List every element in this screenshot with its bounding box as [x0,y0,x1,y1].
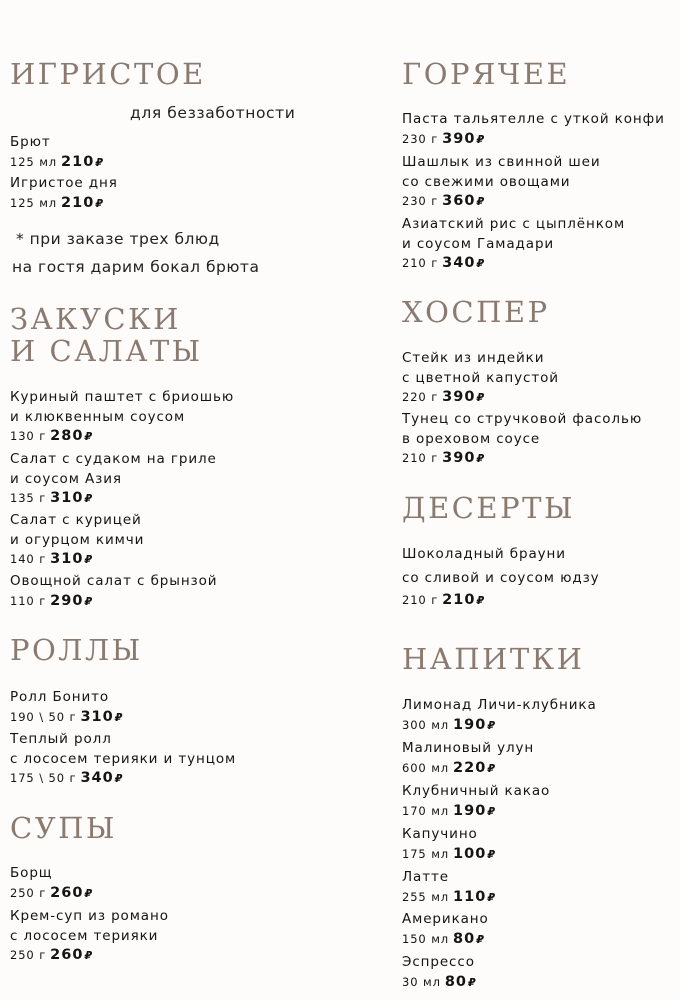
menu-item [10,730,340,789]
item-portion: 210 г [402,256,439,270]
item-portion: 135 г [10,491,47,505]
item-price: 100 [453,845,487,862]
item-portion: 190 \ 50 г [10,709,77,724]
item-portion: 175 мл [402,846,450,861]
currency-symbol: ₽ [114,710,124,724]
item-meta [10,194,340,214]
currency-symbol: ₽ [84,492,93,505]
item-portion: 210 г [402,451,439,465]
menu-item [402,410,677,469]
item-name-line-2: со свежими овощами [402,173,571,190]
item-portion: 210 г [402,593,439,607]
item-name: Лимонад Личи-клубника [402,697,597,713]
item-price: 190 [453,716,487,733]
item-meta [402,930,677,950]
menu-item [402,349,677,408]
item-price: 340 [442,255,476,271]
item-meta [10,884,340,904]
item-price: 310 [50,490,84,506]
item-name: Паста тальятелле с уткой конфи [402,111,665,127]
item-portion: 170 мл [402,803,450,818]
item-portion: 110 г [10,593,47,608]
item-name: Американо [402,911,489,927]
currency-symbol: ₽ [84,886,93,900]
section-title-desserts: ДЕСЕРТЫ [402,491,575,525]
item-price: 210 [442,592,476,608]
item-meta [10,427,340,447]
item-name: Брют [10,134,51,150]
item-meta [402,192,677,212]
item-price: 210 [61,153,95,170]
item-meta [402,254,677,274]
item-name: Салат с судаком на гриле [10,451,217,467]
currency-symbol: ₽ [95,155,104,169]
item-name-line-2: и клюквенным соусом [10,408,186,425]
item-name: Игристое дня [10,175,118,191]
item-name-line-2: с лососем терияки и тунцом [10,750,237,767]
section-title-snacks-line-1: ЗАКУСКИ [10,302,181,336]
item-meta [10,708,340,728]
menu-item [402,910,677,949]
item-name: Теплый ролл [10,731,112,747]
item-price: 310 [80,708,114,725]
currency-symbol: ₽ [84,594,93,608]
item-portion: 125 мл [10,154,58,169]
item-name: Ролл Бонито [10,689,110,705]
menu-item [402,739,677,778]
item-portion: 175 \ 50 г [10,771,77,785]
menu-item [402,868,677,907]
menu-item [10,388,340,447]
item-meta [402,888,677,908]
currency-symbol: ₽ [476,452,485,465]
currency-symbol: ₽ [487,804,496,818]
item-name: Клубничный какао [402,783,551,799]
currency-symbol: ₽ [468,975,477,989]
menu-item [402,782,677,821]
currency-symbol: ₽ [476,594,485,607]
menu-item [402,825,677,864]
currency-symbol: ₽ [487,890,496,904]
item-price: 260 [50,947,84,963]
item-name: Стейк из индейки [402,350,545,366]
currency-symbol: ₽ [476,932,485,946]
item-portion: 600 мл [402,760,450,775]
item-name-line-2: и соусом Азия [10,470,122,487]
item-portion: 150 мл [402,931,450,946]
item-portion: 130 г [10,429,47,443]
item-price: 310 [50,551,84,567]
section-title-soups: СУПЫ [10,811,117,845]
item-price: 390 [442,450,476,466]
item-price: 110 [453,888,487,905]
currency-symbol: ₽ [487,847,496,861]
item-portion: 30 мл [402,974,441,989]
item-meta [10,489,340,509]
item-meta [10,592,340,612]
item-name-line-2: со сливой и соусом юдзу [402,569,600,586]
menu-item [402,110,677,149]
item-portion: 300 мл [402,717,450,732]
item-portion: 250 г [10,885,47,900]
item-price: 210 [61,194,95,211]
item-price: 390 [442,130,476,147]
item-meta [402,973,677,993]
item-meta [10,550,340,570]
item-price: 360 [442,193,476,209]
item-meta [402,845,677,865]
currency-symbol: ₽ [95,196,104,210]
item-name: Крем-суп из романо [10,908,169,924]
item-name: Азиатский рис с цыплёнком [402,216,626,232]
currency-symbol: ₽ [84,430,93,443]
item-name-line-2: с лососем терияки [10,927,159,944]
item-price: 390 [442,389,476,405]
currency-symbol: ₽ [476,257,485,270]
menu-item [402,953,677,992]
currency-symbol: ₽ [476,391,485,404]
section-title-josper: ХОСПЕР [402,295,550,329]
item-price: 280 [50,428,84,444]
currency-symbol: ₽ [84,553,93,566]
promo-note-line-2: на гостя дарим бокал брюта [12,258,260,276]
item-name: Тунец со стручковой фасолью [402,411,643,427]
menu-item [10,688,340,727]
menu-item [402,696,677,735]
menu-item [10,174,340,213]
item-price: 80 [453,930,476,947]
item-portion: 230 г [402,131,439,146]
section-subtitle-sparkling: для беззаботности [130,104,296,122]
item-meta [402,449,677,469]
menu-item [402,215,677,274]
menu-item [10,450,340,509]
item-price: 190 [453,802,487,819]
item-portion: 230 г [402,194,439,208]
item-portion: 250 г [10,948,47,962]
item-name: Шашлык из свинной шеи [402,154,601,170]
currency-symbol: ₽ [487,718,496,732]
item-portion: 220 г [402,390,439,404]
item-price: 340 [80,770,114,786]
item-portion: 255 мл [402,889,450,904]
item-name: Куриный паштет с бриошью [10,389,235,405]
item-name: Овощной салат с брынзой [10,573,218,589]
item-name-line-2: и соусом Гамадари [402,235,555,252]
item-price: 290 [50,592,84,609]
section-title-rolls: РОЛЛЫ [10,633,143,667]
menu-item [10,572,340,611]
item-name: Капучино [402,826,478,842]
currency-symbol: ₽ [114,772,124,785]
item-name: Салат с курицей [10,512,142,528]
item-price: 80 [444,973,468,990]
section-title-hot: ГОРЯЧЕЕ [402,57,571,91]
item-price: 260 [50,884,84,901]
menu-item [10,133,340,172]
item-meta [402,388,677,408]
section-title-drinks: НАПИТКИ [402,642,585,676]
item-portion: 140 г [10,552,47,566]
menu-item [10,511,340,570]
item-meta [402,591,677,611]
item-meta [402,802,677,822]
item-name-line-2: с цветной капустой [402,369,559,386]
item-portion: 125 мл [10,195,58,210]
item-name-line-2: и огурцом кимчи [10,531,145,548]
item-price: 220 [453,759,487,776]
promo-note-line-1: * при заказе трех блюд [16,230,220,248]
currency-symbol: ₽ [487,761,496,775]
item-name-line-2: в ореховом соусе [402,430,541,447]
item-meta [10,153,340,173]
currency-symbol: ₽ [476,195,485,208]
menu-item [402,153,677,212]
item-name: Эспрессо [402,954,475,970]
item-meta [402,716,677,736]
section-title-snacks-line-2: И САЛАТЫ [10,334,203,368]
item-meta [10,946,340,966]
item-name: Шоколадный брауни [402,546,566,562]
item-name: Малиновый улун [402,740,535,756]
item-meta [402,130,677,150]
item-meta [402,759,677,779]
menu-item [10,864,340,903]
item-name: Борщ [10,865,53,881]
section-title-sparkling: ИГРИСТОЕ [10,57,206,91]
item-meta [10,769,340,789]
currency-symbol: ₽ [476,132,485,146]
menu-item [402,545,677,611]
currency-symbol: ₽ [84,949,93,962]
item-name: Латте [402,869,449,885]
menu-item [10,907,340,966]
